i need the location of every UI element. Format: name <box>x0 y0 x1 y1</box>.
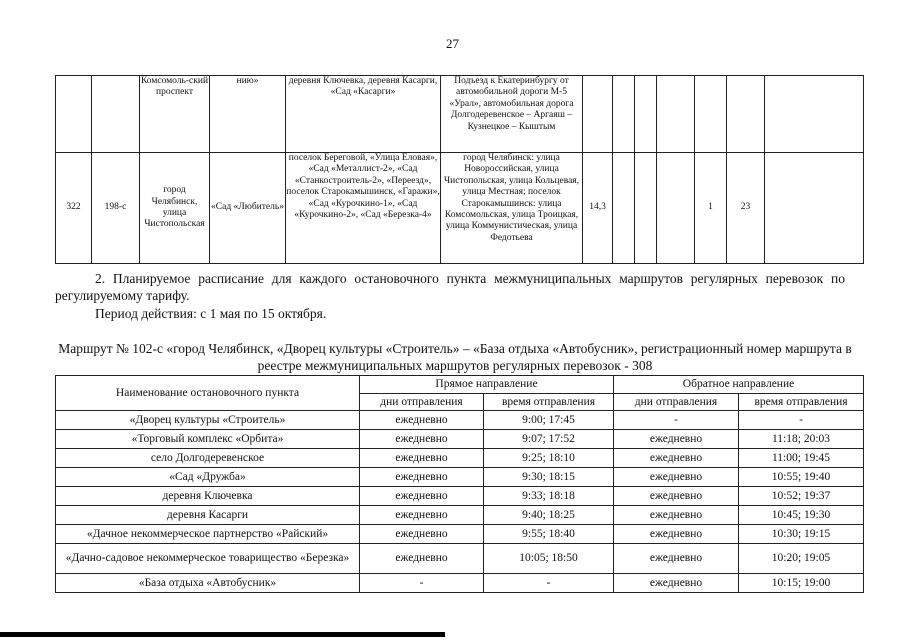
reverse-days: ежедневно <box>614 506 739 525</box>
stop-name: деревня Касарги <box>56 506 360 525</box>
table-cell <box>727 76 765 153</box>
table-row <box>56 506 864 525</box>
header-forward-days: дни отправления <box>360 394 484 411</box>
forward-time: 9:55; 18:40 <box>484 525 614 544</box>
forward-time: 9:40; 18:25 <box>484 506 614 525</box>
table-cell: город Челябинск: улица Новороссийская, улица Чистопольская, улица Кольцевая, улица Местная; поселок Старокамышинск: улица Комсомольская, улица Троицкая, улица Коммунистическая, улица Федотьева <box>441 153 583 264</box>
reverse-time: - <box>739 411 864 430</box>
page-number: 27 <box>446 36 459 51</box>
table-cell: нию» <box>210 76 286 153</box>
forward-days: - <box>360 574 484 593</box>
table-row <box>56 430 864 449</box>
header-forward: Прямое направление <box>360 376 614 394</box>
stop-name: «Торговый комплекс «Орбита» <box>56 430 360 449</box>
table-row <box>56 411 864 430</box>
forward-time: 9:33; 18:18 <box>484 487 614 506</box>
forward-time: 9:25; 18:10 <box>484 449 614 468</box>
table-row <box>56 468 864 487</box>
forward-days: ежедневно <box>360 449 484 468</box>
reverse-days: ежедневно <box>614 544 739 574</box>
forward-time: 9:30; 18:15 <box>484 468 614 487</box>
reverse-time: 11:00; 19:45 <box>739 449 864 468</box>
reverse-time: 10:52; 19:37 <box>739 487 864 506</box>
table-cell <box>56 76 92 153</box>
table-cell: Подъезд к Екатеринбургу от автомобильной дороги М-5 «Урал», автомобильная дорога Долгодеревенское – Аргаяш – Кузнецкое – Кыштым <box>441 76 583 153</box>
reverse-time: 10:20; 19:05 <box>739 544 864 574</box>
reverse-time: 10:15; 19:00 <box>739 574 864 593</box>
scan-edge-bar <box>0 632 445 637</box>
reverse-time: 10:45; 19:30 <box>739 506 864 525</box>
reverse-time: 10:30; 19:15 <box>739 525 864 544</box>
forward-time: 9:07; 17:52 <box>484 430 614 449</box>
forward-days: ежедневно <box>360 506 484 525</box>
table-cell: «Сад «Любитель» <box>210 153 286 264</box>
table-cell <box>765 76 864 153</box>
header-reverse-days: дни отправления <box>614 394 739 411</box>
forward-days: ежедневно <box>360 411 484 430</box>
table-row <box>56 544 864 574</box>
table-cell <box>657 153 695 264</box>
header-forward-time: время отправления <box>484 394 614 411</box>
table-cell: поселок Береговой, «Улица Еловая», «Сад «Металлист-2», «Сад «Станкостроитель-2», «Переезд», поселок Старокамышинск, «Гаражи», «Сад «Курочкино-1», «Сад «Курочкино-2», «Сад «Березка-4» <box>286 153 441 264</box>
table-row <box>56 76 864 153</box>
reverse-days: ежедневно <box>614 487 739 506</box>
reverse-time: 11:18; 20:03 <box>739 430 864 449</box>
reverse-days: ежедневно <box>614 449 739 468</box>
table-row <box>56 449 864 468</box>
stop-name: деревня Ключевка <box>56 487 360 506</box>
forward-time: - <box>484 574 614 593</box>
table-header-row <box>56 376 864 394</box>
reverse-time: 10:55; 19:40 <box>739 468 864 487</box>
forward-days: ежедневно <box>360 525 484 544</box>
header-reverse-time: время отправления <box>739 394 864 411</box>
forward-time: 10:05; 18:50 <box>484 544 614 574</box>
stop-name: «Дачное некоммерческое партнерство «Райский» <box>56 525 360 544</box>
table-cell <box>657 76 695 153</box>
table-row <box>56 525 864 544</box>
forward-days: ежедневно <box>360 430 484 449</box>
stop-name: село Долгодеревенское <box>56 449 360 468</box>
table-cell: 14,3 <box>583 153 613 264</box>
table-cell <box>92 76 140 153</box>
reverse-days: ежедневно <box>614 468 739 487</box>
schedule-table <box>55 375 864 593</box>
stop-name: «База отдыха «Автобусник» <box>56 574 360 593</box>
routes-register-table <box>55 75 864 264</box>
table-cell: 23 <box>727 153 765 264</box>
forward-days: ежедневно <box>360 468 484 487</box>
table-row <box>56 153 864 264</box>
table-cell <box>695 76 727 153</box>
reverse-days: - <box>614 411 739 430</box>
forward-days: ежедневно <box>360 544 484 574</box>
forward-days: ежедневно <box>360 487 484 506</box>
reverse-days: ежедневно <box>614 574 739 593</box>
table-cell: деревня Ключевка, деревня Касарги, «Сад «Касарги» <box>286 76 441 153</box>
table-cell <box>613 76 635 153</box>
table-cell: город Челябинск, улица Чистопольская <box>140 153 210 264</box>
reverse-days: ежедневно <box>614 525 739 544</box>
table-row <box>56 487 864 506</box>
header-reverse: Обратное направление <box>614 376 864 394</box>
header-stop: Наименование остановочного пункта <box>56 376 360 411</box>
stop-name: «Сад «Дружба» <box>56 468 360 487</box>
table-cell <box>635 76 657 153</box>
stop-name: «Дачно-садовое некоммерческое товарищество «Березка» <box>56 544 360 574</box>
table-cell: 1 <box>695 153 727 264</box>
table-cell: Комсомоль-ский проспект <box>140 76 210 153</box>
table-cell <box>765 153 864 264</box>
paragraph-schedule-intro: 2. Планируемое расписание для каждого остановочного пункта межмуниципальных маршрутов регулярных перевозок по регулируемому тарифу. <box>55 271 845 303</box>
table-cell: 198-с <box>92 153 140 264</box>
table-cell <box>635 153 657 264</box>
table-row <box>56 574 864 593</box>
table-cell: 322 <box>56 153 92 264</box>
period-text: Период действия: с 1 мая по 15 октября. <box>95 306 327 321</box>
route-title: Маршрут № 102-с «город Челябинск, «Дворец культуры «Строитель» – «База отдыха «Автобусник», регистрационный номер маршрута в реестре межмуниципальных маршрутов регулярных перевозок - 308 <box>58 341 852 373</box>
table-cell <box>613 153 635 264</box>
reverse-days: ежедневно <box>614 430 739 449</box>
forward-time: 9:00; 17:45 <box>484 411 614 430</box>
table-cell <box>583 76 613 153</box>
stop-name: «Дворец культуры «Строитель» <box>56 411 360 430</box>
